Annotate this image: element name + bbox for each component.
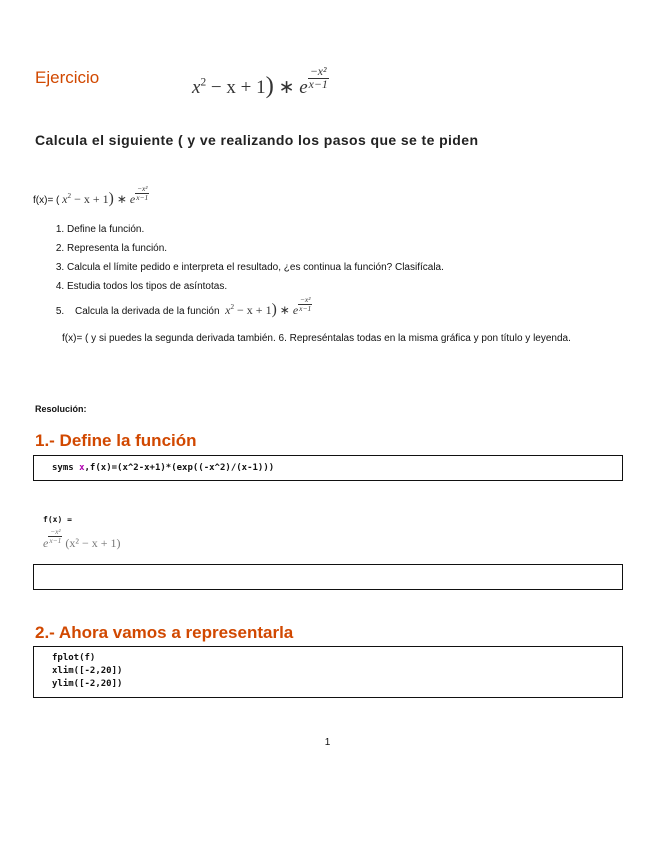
section-2-title: 2.- Ahora vamos a representarla — [35, 623, 294, 642]
list-item: 5. Calcula la derivada de la función $x^2 - x + 1$) ∗ e $\frac{\text{−x²}}{x-1}$ — [67, 298, 627, 321]
list-item: 2. Representa la función. — [67, 239, 627, 258]
page-number: 1 — [324, 737, 331, 748]
code-line: fplot(f) — [52, 653, 96, 663]
output-formula: e $\frac{\text{−x²}}{x-1}$ (x² − x + 1) — [43, 527, 121, 551]
code-cell-empty[interactable] — [33, 564, 623, 590]
output-label: f(x) = — [43, 515, 72, 524]
function-definition: f(x)= ( $x^2 - x + 1$) ∗ e $\frac{\text{−x²}}{x-1}$ — [33, 183, 149, 207]
code-line: xlim([-2,20]) — [52, 666, 123, 676]
task-list — [45, 220, 627, 321]
section-1-title: 1.- Define la función — [35, 431, 197, 450]
code-line: ylim([-2,20]) — [52, 679, 123, 689]
exercise-title: Ejercicio — [35, 68, 100, 87]
resolution-heading: Resolución: — [35, 404, 87, 414]
list-item: 1. Define la función. — [67, 220, 627, 239]
code-cell-1[interactable]: syms x,f(x)=(x^2-x+1)*(exp((-x^2)/(x-1))) — [33, 455, 623, 481]
header-formula: $x^2 - x + 1$) ∗ e $\frac{\text{−x²}}{x-1}$ — [192, 64, 328, 99]
intro-text: Calcula el siguiente ( y ve realizando los pasos que se te piden — [35, 132, 479, 148]
code-cell-2[interactable] — [33, 646, 623, 698]
list-item: 4. Estudia todos los tipos de asíntotas. — [67, 277, 627, 296]
list-item: 3. Calcula el límite pedido e interpreta el resultado, ¿es continua la función? Clasifícala. — [67, 258, 627, 277]
task-5-continuation: f(x)= ( y si puedes la segunda derivada también. 6. Represéntalas todas en la misma gráfica y pon título y leyenda. — [62, 333, 571, 344]
